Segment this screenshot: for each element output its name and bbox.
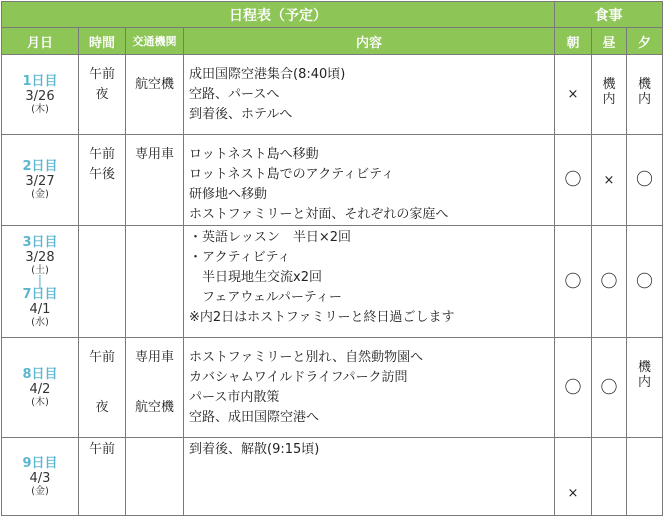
lunch-column-header: 昼 [592,28,627,55]
dinner-cell: 〇 [627,135,663,226]
breakfast-cell: × [555,438,592,516]
content-cell: ロットネスト島へ移動 ロットネスト島でのアクティビティ 研修地へ移動 ホストファミリーと対面、それぞれの家庭へ [184,135,555,226]
transport-cell: 専用車 [126,135,184,226]
table-row [2,338,663,438]
dinner-column-header: 夕 [627,28,663,55]
date-value: 3/28 [25,249,55,265]
date-column-header: 月日 [2,28,79,55]
content-column-header: 内容 [184,28,555,55]
table-row [2,55,663,135]
date-cell [2,55,79,135]
time-cell: 午前 [79,438,126,516]
dinner-cell: 機内 [627,338,663,438]
transport-cell: 航空機 [126,55,184,135]
breakfast-cell: 〇 [555,226,592,338]
lunch-cell: 機内 [592,55,627,135]
time-cell: 午前 夜 [79,338,126,438]
date-cell [2,226,79,338]
lunch-cell: × [592,135,627,226]
day-label: 9日目 [22,455,58,471]
weekday: (木) [31,103,49,115]
table-row [2,438,663,516]
weekday: (金) [31,189,49,200]
day-label: 8日目 [22,366,58,382]
date-cell [2,135,79,226]
breakfast-cell: 〇 [555,135,592,226]
date-value: 3/26 [25,88,55,104]
dinner-cell: 機内 [627,55,663,135]
content-cell: 成田国際空港集合(8:40頃) 空路、パースへ 到着後、ホテルへ [184,55,555,135]
day-label: 7日目 [22,286,58,302]
lunch-cell: 〇 [592,226,627,338]
weekday: (水) [31,316,49,328]
dinner-cell [627,438,663,516]
time-cell [79,226,126,338]
lunch-cell: 〇 [592,338,627,438]
day-label: 1日目 [22,73,58,89]
breakfast-cell: 〇 [555,338,592,438]
day-label: 2日目 [22,159,58,174]
table-row [2,226,663,338]
content-cell: 到着後、解散(9:15頃) [184,438,555,516]
date-value: 4/3 [29,470,51,486]
date-cell [2,338,79,438]
time-column-header: 時間 [79,28,126,55]
range-divider: | [37,273,43,289]
date-value: 4/2 [29,381,51,397]
date-value: 4/1 [29,301,51,317]
transport-column-header: 交通機関 [126,28,184,55]
content-cell: ホストファミリーと別れ、自然動物園へ カバシャムワイルドライフパーク訪問 パース市内散策 空路、成田国際空港へ [184,338,555,438]
breakfast-column-header: 朝 [555,28,592,55]
schedule-table [1,1,663,516]
time-cell: 午前 夜 [79,55,126,135]
breakfast-cell: × [555,55,592,135]
transport-cell [126,438,184,516]
day-label: 3日目 [22,234,58,250]
date-cell [2,438,79,516]
weekday: (金) [31,485,49,497]
weekday: (土) [31,264,49,276]
lunch-cell [592,438,627,516]
transport-cell: 専用車 航空機 [126,338,184,438]
weekday: (木) [31,396,49,408]
meals-group-header: 食事 [555,2,663,28]
table-row [2,135,663,226]
dinner-cell: 〇 [627,226,663,338]
content-cell: ・英語レッスン 半日×2回 ・アクティビティ 半日現地生交流x2回 フェアウェルパーティー ※内2日はホストファミリーと終日過ごします [184,226,555,338]
date-value: 3/27 [25,174,55,189]
time-cell: 午前 午後 [79,135,126,226]
schedule-title: 日程表（予定） [2,2,555,28]
transport-cell [126,226,184,338]
